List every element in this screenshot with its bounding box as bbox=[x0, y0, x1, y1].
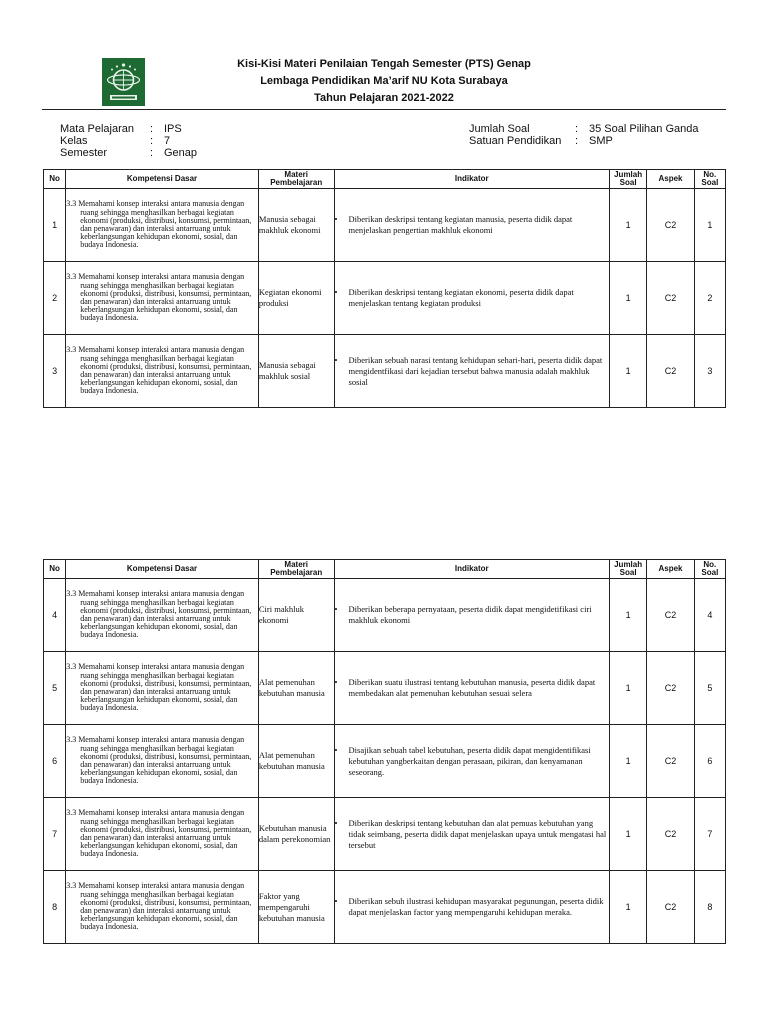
blueprint-table-2 bbox=[43, 559, 726, 944]
cell-aspect: C2 bbox=[647, 579, 694, 652]
info-class bbox=[60, 135, 197, 147]
bullet-icon: • bbox=[334, 677, 338, 687]
info-left bbox=[60, 123, 197, 159]
cell-material: Ciri makhluk ekonomi bbox=[258, 579, 334, 652]
cell-competency bbox=[66, 189, 259, 262]
info-colon: : bbox=[150, 147, 154, 159]
cell-no: 2 bbox=[44, 262, 66, 335]
cell-competency bbox=[66, 335, 259, 408]
cell-material: Alat pemenuhan kebutuhan manusia bbox=[258, 652, 334, 725]
header-aspect: Aspek bbox=[647, 560, 694, 579]
header-material: Materi Pembelajaran bbox=[258, 170, 334, 189]
header-question-count: Jumlah Soal bbox=[609, 170, 646, 189]
cell-aspect: C2 bbox=[647, 652, 694, 725]
competency-text: 3.3 Memahami konsep interaksi antara manusia dengan ruang sehingga menghasilkan berbagai kegiatan ekonomi (produksi, distribusi, konsumsi, permintaan, dan penawaran) dan interaksi antarruang untuk keberlangsungan kehidupan ekonomi, sosial, dan budaya Indonesia. bbox=[66, 808, 252, 859]
cell-question-number: 3 bbox=[694, 335, 725, 408]
info-colon: : bbox=[150, 123, 154, 135]
cell-question-count: 1 bbox=[609, 189, 646, 262]
indicator-text: Diberikan deskripsi tentang kebutuhan dan alat pemuas kebutuhan yang tidak seimbang, peserta didik dapat menjelaskan upaya untuk mengatasi hal tersebut bbox=[348, 817, 607, 850]
cell-question-count: 1 bbox=[609, 335, 646, 408]
info-value: Genap bbox=[164, 147, 198, 159]
info-subject bbox=[60, 123, 197, 135]
header-material: Materi Pembelajaran bbox=[258, 560, 334, 579]
cell-competency bbox=[66, 652, 259, 725]
cell-aspect: C2 bbox=[647, 725, 694, 798]
cell-material: Manusia sebagai makhluk ekonomi bbox=[258, 189, 334, 262]
header-competency: Kompetensi Dasar bbox=[66, 560, 259, 579]
cell-material: Alat pemenuhan kebutuhan manusia bbox=[258, 725, 334, 798]
indicator-text: Disajikan sebuah tabel kebutuhan, peserta didik dapat mengidentifikasi kebutuhan yangberkaitan dengan perasaan, pikiran, dan kenyamanan seseorang. bbox=[348, 744, 591, 777]
info-label: Mata Pelajaran bbox=[60, 123, 134, 135]
competency-text: 3.3 Memahami konsep interaksi antara manusia dengan ruang sehingga menghasilkan berbagai kegiatan ekonomi (produksi, distribusi, konsumsi, permintaan, dan penawaran) dan interaksi antarruang untuk keberlangsungan kehidupan ekonomi, sosial, dan budaya Indonesia. bbox=[66, 735, 252, 786]
cell-indicator bbox=[334, 579, 609, 652]
cell-aspect: C2 bbox=[647, 262, 694, 335]
competency-text: 3.3 Memahami konsep interaksi antara manusia dengan ruang sehingga menghasilkan berbagai kegiatan ekonomi (produksi, distribusi, konsumsi, permintaan, dan penawaran) dan interaksi antarruang untuk keberlangsungan kehidupan ekonomi, sosial, dan budaya Indonesia. bbox=[66, 272, 252, 323]
table-row bbox=[44, 725, 726, 798]
cell-question-number: 8 bbox=[694, 871, 725, 944]
header-competency: Kompetensi Dasar bbox=[66, 170, 259, 189]
bullet-icon: • bbox=[334, 896, 338, 906]
cell-question-number: 5 bbox=[694, 652, 725, 725]
cell-competency bbox=[66, 579, 259, 652]
header-indicator: Indikator bbox=[334, 560, 609, 579]
bullet-icon: • bbox=[334, 604, 338, 614]
table-header-row bbox=[44, 170, 726, 189]
table-row bbox=[44, 871, 726, 944]
info-label: Satuan Pendidikan bbox=[469, 135, 562, 147]
table-row bbox=[44, 262, 726, 335]
cell-competency bbox=[66, 725, 259, 798]
cell-competency bbox=[66, 798, 259, 871]
indicator-text: Diberikan deskripsi tentang kegiatan manusia, peserta didik dapat menjelaskan pengertian makhluk ekonomi bbox=[348, 214, 573, 235]
bullet-icon: • bbox=[334, 744, 338, 755]
cell-question-count: 1 bbox=[609, 871, 646, 944]
header-aspect: Aspek bbox=[647, 170, 694, 189]
cell-material: Manusia sebagai makhluk sosial bbox=[258, 335, 334, 408]
info-colon: : bbox=[575, 123, 579, 135]
cell-indicator bbox=[334, 335, 609, 408]
info-question-count bbox=[469, 123, 698, 135]
table-header-row bbox=[44, 560, 726, 579]
info-semester bbox=[60, 147, 197, 159]
cell-question-count: 1 bbox=[609, 652, 646, 725]
cell-competency bbox=[66, 262, 259, 335]
indicator-text: Diberikan sebuh ilustrasi kehidupan masyarakat pegunungan, peserta didik dapat menjelaskan factor yang mempengaruhi kehidupan meraka. bbox=[348, 896, 604, 917]
indicator-text: Diberikan beberapa pernyataan, peserta didik dapat mengidetifikasi ciri makhluk ekonomi bbox=[348, 604, 592, 625]
table-row bbox=[44, 652, 726, 725]
competency-text: 3.3 Memahami konsep interaksi antara manusia dengan ruang sehingga menghasilkan berbagai kegiatan ekonomi (produksi, distribusi, konsumsi, permintaan, dan penawaran) dan interaksi antarruang untuk keberlangsungan kehidupan ekonomi, sosial, dan budaya Indonesia. bbox=[66, 199, 252, 250]
cell-indicator bbox=[334, 262, 609, 335]
header-no: No bbox=[44, 560, 66, 579]
cell-question-number: 1 bbox=[694, 189, 725, 262]
document-title: Kisi-Kisi Materi Penilaian Tengah Semester (PTS) Genap bbox=[237, 58, 531, 70]
cell-question-count: 1 bbox=[609, 579, 646, 652]
header-question-number: No. Soal bbox=[694, 560, 725, 579]
cell-material: Kegiatan ekonomi produksi bbox=[258, 262, 334, 335]
info-label: Semester bbox=[60, 147, 108, 159]
info-right bbox=[469, 123, 698, 147]
cell-question-number: 4 bbox=[694, 579, 725, 652]
cell-no: 1 bbox=[44, 189, 66, 262]
cell-question-number: 2 bbox=[694, 262, 725, 335]
cell-material: Kebutuhan manusia dalam perekonomian bbox=[258, 798, 334, 871]
cell-indicator bbox=[334, 871, 609, 944]
info-value: 35 Soal Pilihan Ganda bbox=[589, 123, 699, 135]
info-value: SMP bbox=[589, 135, 613, 147]
indicator-text: Diberikan suatu ilustrasi tentang kebutuhan manusia, peserta didik dapat membedakan alat pemenuhan kebutuhan sesuai selera bbox=[348, 677, 596, 698]
bullet-icon: • bbox=[334, 817, 338, 828]
cell-indicator bbox=[334, 725, 609, 798]
header-question-count: Jumlah Soal bbox=[609, 560, 646, 579]
table-row bbox=[44, 335, 726, 408]
cell-aspect: C2 bbox=[647, 189, 694, 262]
cell-no: 7 bbox=[44, 798, 66, 871]
cell-no: 3 bbox=[44, 335, 66, 408]
bullet-icon: • bbox=[334, 214, 338, 224]
cell-no: 6 bbox=[44, 725, 66, 798]
cell-no: 5 bbox=[44, 652, 66, 725]
blueprint-table-1 bbox=[43, 169, 726, 408]
cell-indicator bbox=[334, 189, 609, 262]
table-row bbox=[44, 579, 726, 652]
cell-competency bbox=[66, 871, 259, 944]
table-row bbox=[44, 189, 726, 262]
info-label: Kelas bbox=[60, 135, 88, 147]
header-question-number: No. Soal bbox=[694, 170, 725, 189]
cell-question-count: 1 bbox=[609, 262, 646, 335]
cell-aspect: C2 bbox=[647, 871, 694, 944]
cell-no: 4 bbox=[44, 579, 66, 652]
cell-aspect: C2 bbox=[647, 335, 694, 408]
competency-text: 3.3 Memahami konsep interaksi antara manusia dengan ruang sehingga menghasilkan berbagai kegiatan ekonomi (produksi, distribusi, konsumsi, permintaan, dan penawaran) dan interaksi antarruang untuk keberlangsungan kehidupan ekonomi, sosial, dan budaya Indonesia. bbox=[66, 589, 252, 640]
info-value: IPS bbox=[164, 123, 182, 135]
info-colon: : bbox=[575, 135, 579, 147]
info-label: Jumlah Soal bbox=[469, 123, 530, 135]
bullet-icon: • bbox=[334, 287, 338, 297]
info-colon: : bbox=[150, 135, 154, 147]
nu-logo bbox=[102, 58, 145, 106]
indicator-text: Diberikan deskripsi tentang kegiatan ekonomi, peserta didik dapat menjelaskan tentang kegiatan produksi bbox=[348, 287, 574, 308]
cell-material: Faktor yang mempengaruhi kebutuhan manusia bbox=[258, 871, 334, 944]
competency-text: 3.3 Memahami konsep interaksi antara manusia dengan ruang sehingga menghasilkan berbagai kegiatan ekonomi (produksi, distribusi, konsumsi, permintaan, dan penawaran) dan interaksi antarruang untuk keberlangsungan kehidupan ekonomi, sosial, dan budaya Indonesia. bbox=[66, 345, 252, 396]
competency-text: 3.3 Memahami konsep interaksi antara manusia dengan ruang sehingga menghasilkan berbagai kegiatan ekonomi (produksi, distribusi, konsumsi, permintaan, dan penawaran) dan interaksi antarruang untuk keberlangsungan kehidupan ekonomi, sosial, dan budaya Indonesia. bbox=[66, 881, 252, 932]
info-value: 7 bbox=[164, 135, 171, 147]
header-indicator: Indikator bbox=[334, 170, 609, 189]
cell-indicator bbox=[334, 798, 609, 871]
cell-aspect: C2 bbox=[647, 798, 694, 871]
institution-name: Lembaga Pendidikan Ma’arif NU Kota Surabaya bbox=[260, 75, 508, 87]
cell-question-number: 6 bbox=[694, 725, 725, 798]
cell-no: 8 bbox=[44, 871, 66, 944]
bullet-icon: • bbox=[334, 354, 338, 365]
info-education-unit bbox=[469, 135, 698, 147]
header-divider bbox=[42, 109, 726, 110]
header-no: No bbox=[44, 170, 66, 189]
cell-indicator bbox=[334, 652, 609, 725]
cell-question-count: 1 bbox=[609, 725, 646, 798]
indicator-text: Diberikan sebuah narasi tentang kehidupan sehari-hari, peserta didik dapat mengidentfikasi dari kejadian tersebut bahwa manusia adalah makhluk sosial bbox=[348, 354, 603, 387]
cell-question-number: 7 bbox=[694, 798, 725, 871]
cell-question-count: 1 bbox=[609, 798, 646, 871]
competency-text: 3.3 Memahami konsep interaksi antara manusia dengan ruang sehingga menghasilkan berbagai kegiatan ekonomi (produksi, distribusi, konsumsi, permintaan, dan penawaran) dan interaksi antarruang untuk keberlangsungan kehidupan ekonomi, sosial, dan budaya Indonesia. bbox=[66, 662, 252, 713]
table-row bbox=[44, 798, 726, 871]
academic-year: Tahun Pelajaran 2021-2022 bbox=[314, 92, 454, 104]
